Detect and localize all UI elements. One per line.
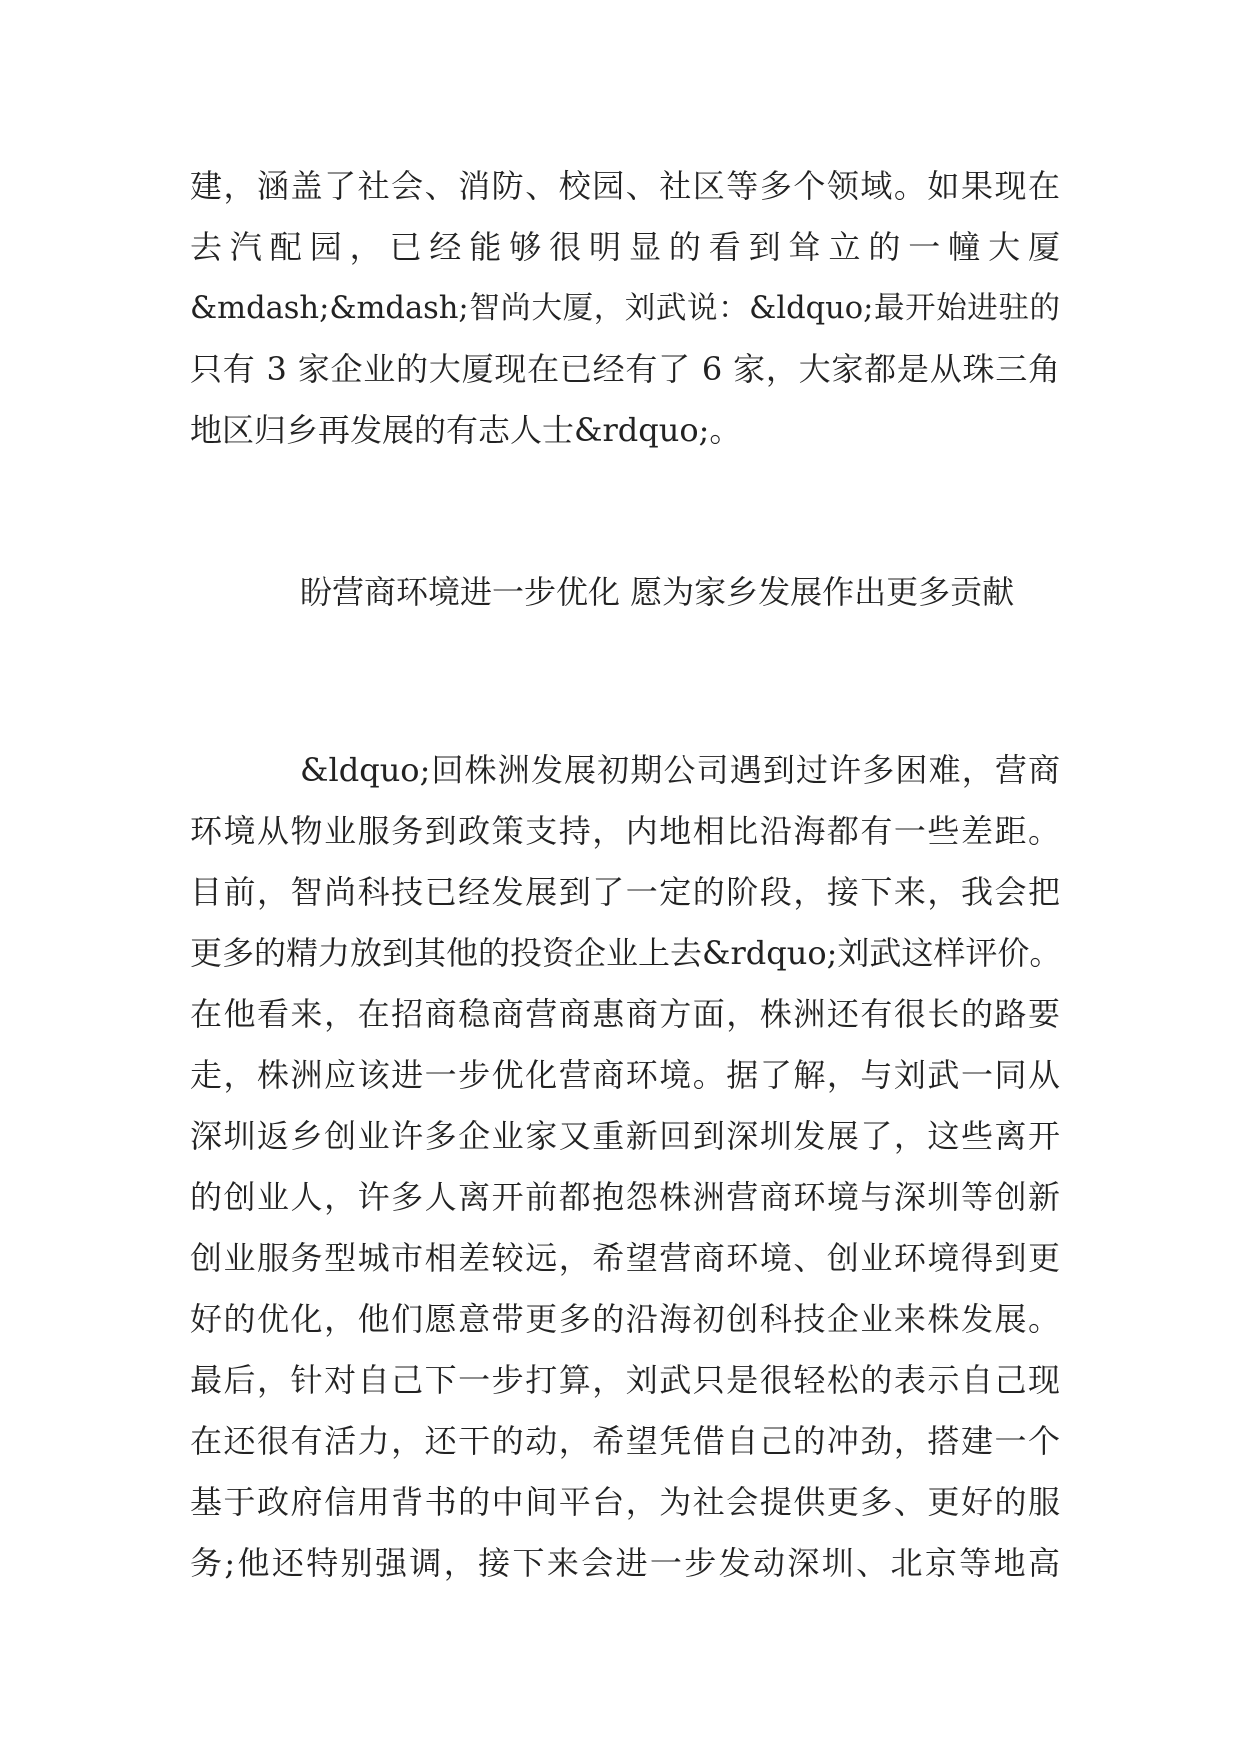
paragraph-line: 更多的精力放到其他的投资企业上去&rdquo;刘武这样评价。 xyxy=(190,934,1062,972)
paragraph-line: &ldquo;回株洲发展初期公司遇到过许多困难，营商 xyxy=(300,751,1060,789)
paragraph-line: 创业服务型城市相差较远，希望营商环境、创业环境得到更 xyxy=(190,1239,1060,1277)
paragraph-line: 地区归乡再发展的有志人士&rdquo;。 xyxy=(190,411,742,449)
paragraph-line: 只有 3 家企业的大厦现在已经有了 6 家，大家都是从珠三角 xyxy=(190,350,1060,388)
paragraph-line: &mdash;&mdash;智尚大厦，刘武说：&ldquo;最开始进驻的 xyxy=(190,291,1060,326)
paragraph-line: 环境从物业服务到政策支持，内地相比沿海都有一些差距。 xyxy=(190,812,1060,850)
paragraph-line: 的创业人，许多人离开前都抱怨株洲营商环境与深圳等创新 xyxy=(190,1178,1060,1216)
paragraph-intro xyxy=(190,156,1060,461)
paragraph-line: 在还很有活力，还干的动，希望凭借自己的冲劲，搭建一个 xyxy=(190,1422,1060,1460)
paragraph-main xyxy=(190,740,1060,1594)
paragraph-line: 好的优化，他们愿意带更多的沿海初创科技企业来株发展。 xyxy=(190,1300,1060,1338)
paragraph-line: 深圳返乡创业许多企业家又重新回到深圳发展了，这些离开 xyxy=(190,1117,1060,1155)
paragraph-line: 走，株洲应该进一步优化营商环境。据了解，与刘武一同从 xyxy=(190,1056,1060,1094)
paragraph-line: 去汽配园，已经能够很明显的看到耸立的一幢大厦 xyxy=(190,228,1060,266)
paragraph-line: 目前，智尚科技已经发展到了一定的阶段，接下来，我会把 xyxy=(190,873,1060,911)
paragraph-line: 在他看来，在招商稳商营商惠商方面，株洲还有很长的路要 xyxy=(190,995,1060,1033)
paragraph-line: 建，涵盖了社会、消防、校园、社区等多个领域。如果现在 xyxy=(190,167,1060,205)
paragraph-line: 最后，针对自己下一步打算，刘武只是很轻松的表示自己现 xyxy=(190,1361,1060,1399)
section-heading: 盼营商环境进一步优化 愿为家乡发展作出更多贡献 xyxy=(300,573,1015,611)
paragraph-line: 务;他还特别强调，接下来会进一步发动深圳、北京等地高 xyxy=(190,1544,1060,1582)
paragraph-line: 基于政府信用背书的中间平台，为社会提供更多、更好的服 xyxy=(190,1483,1060,1521)
